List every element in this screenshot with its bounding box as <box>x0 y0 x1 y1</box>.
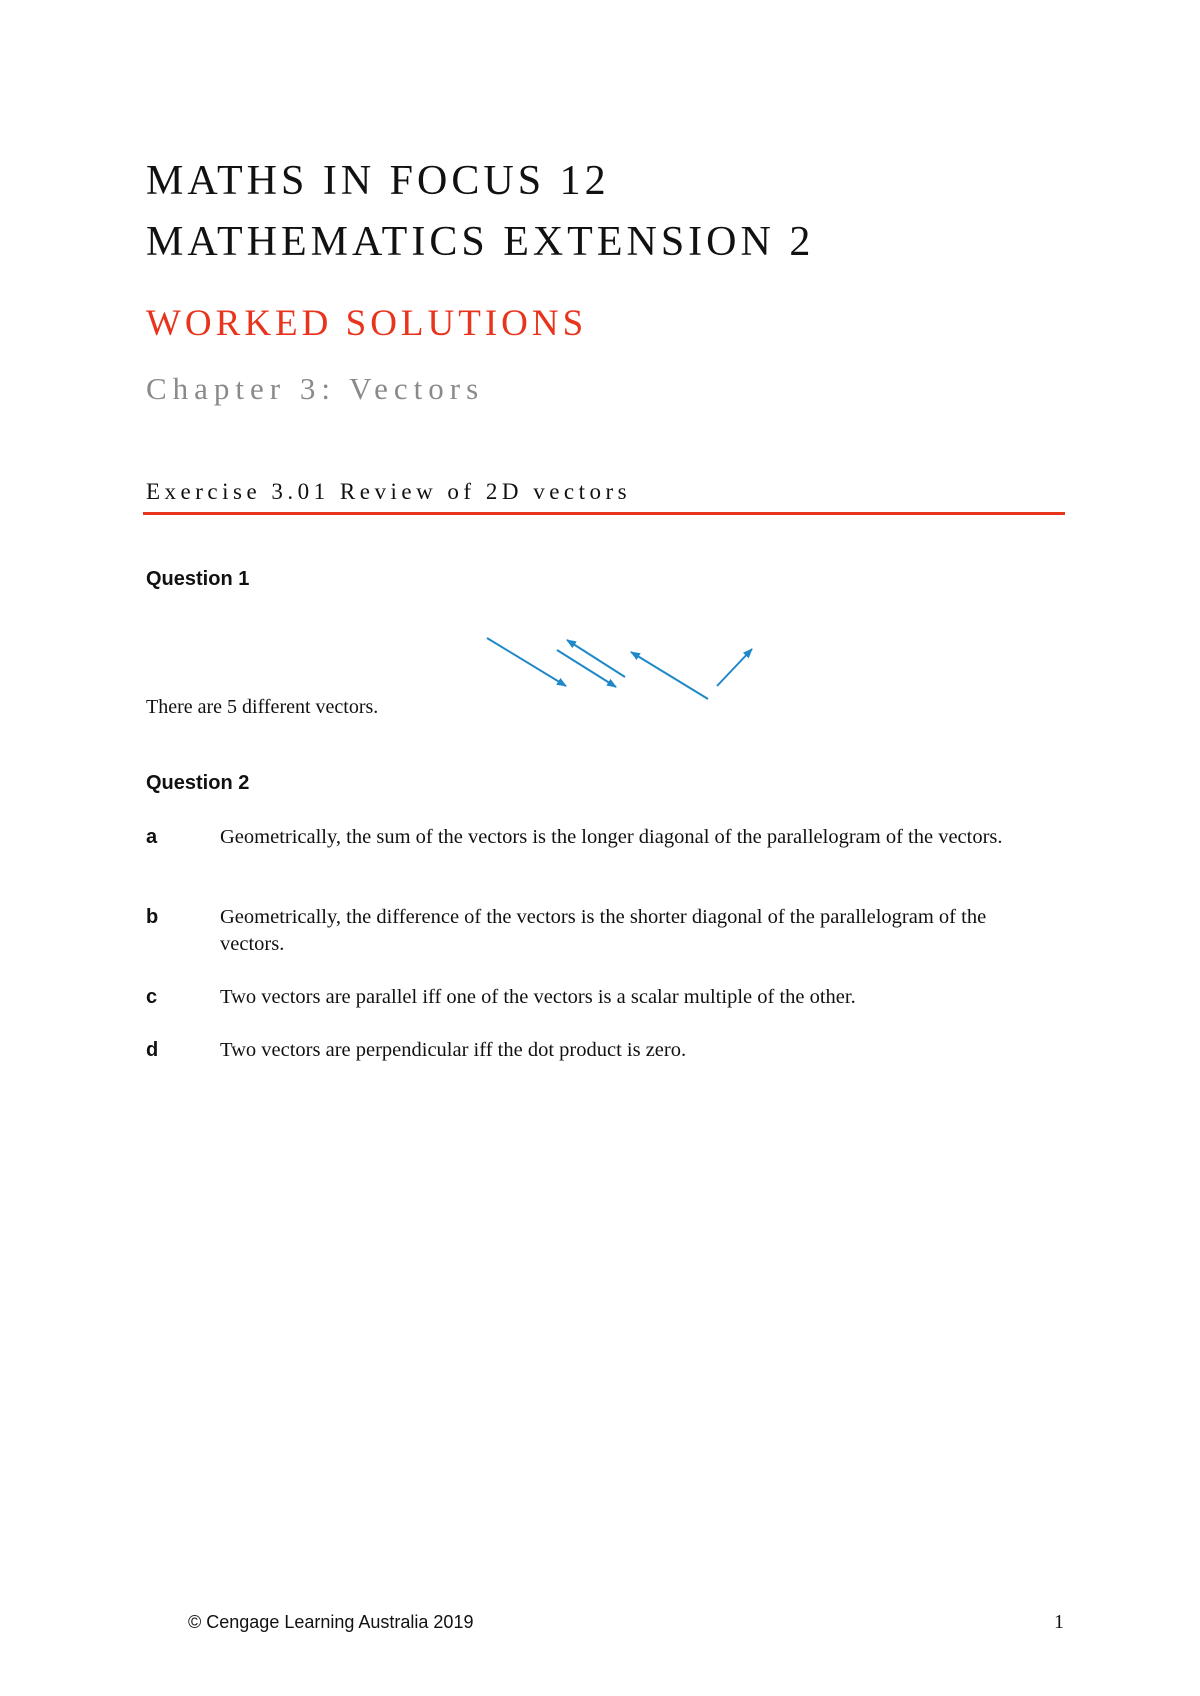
vector-arrow-2 <box>557 650 616 687</box>
exercise-heading: Exercise 3.01 Review of 2D vectors <box>146 479 632 504</box>
question-1-answer: There are 5 different vectors. <box>146 696 379 718</box>
part-label: b <box>146 906 159 928</box>
vector-arrow-1 <box>487 638 566 686</box>
document-title-line1: MATHS IN FOCUS 12 <box>146 158 610 204</box>
vector-arrow-5 <box>717 649 752 686</box>
part-text: Two vectors are parallel iff one of the vectors is a scalar multiple of the other. <box>220 986 856 1008</box>
exercise-divider <box>143 512 1065 515</box>
part-label: d <box>146 1039 159 1061</box>
question-1-heading: Question 1 <box>146 568 250 590</box>
document-title-line2: MATHEMATICS EXTENSION 2 <box>146 219 815 265</box>
part-text: Two vectors are perpendicular iff the dot product is zero. <box>220 1039 687 1061</box>
vectors-diagram <box>480 630 780 710</box>
part-text: Geometrically, the difference of the vectors is the shorter diagonal of the parallelogram of the vectors. <box>220 906 987 955</box>
chapter-heading: Chapter 3: Vectors <box>146 371 485 406</box>
part-text: Geometrically, the sum of the vectors is the longer diagonal of the parallelogram of the vectors. <box>220 826 1003 848</box>
worked-solutions-heading: WORKED SOLUTIONS <box>146 303 588 344</box>
page-number: 1 <box>1054 1611 1064 1633</box>
vector-arrow-4 <box>631 652 708 699</box>
part-label: c <box>146 986 158 1008</box>
copyright-footer: © Cengage Learning Australia 2019 <box>188 1612 474 1632</box>
part-label: a <box>146 826 158 848</box>
question-2-heading: Question 2 <box>146 772 250 794</box>
vector-arrow-3 <box>567 640 625 677</box>
